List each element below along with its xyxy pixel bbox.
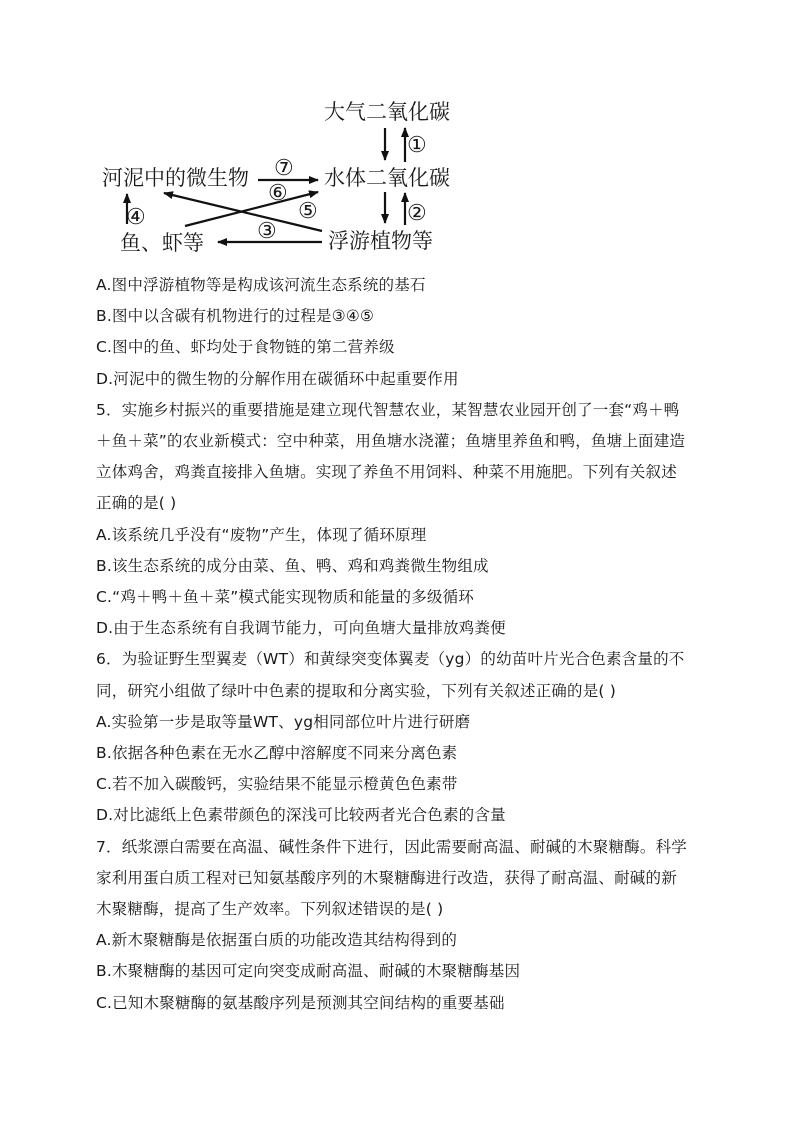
label-3: ③ xyxy=(257,219,277,244)
node-plankton: 浮游植物等 xyxy=(328,229,433,253)
carbon-cycle-diagram xyxy=(90,92,480,262)
option-line: C.“鸡＋鸭＋鱼＋菜”模式能实现物质和能量的多级循环 xyxy=(96,588,475,607)
option-line: B.该生态系统的成分由菜、鱼、鸭、鸡和鸡粪微生物组成 xyxy=(96,556,489,575)
node-fish-shrimp: 鱼、虾等 xyxy=(120,231,204,255)
option-line: A.实验第一步是取等量WT、yg相同部位叶片进行研磨 xyxy=(96,712,471,731)
question-stem-line: ＋鱼＋菜”的农业新模式：空中种菜，用鱼塘水浇灌；鱼塘里养鱼和鸭，鱼塘上面建造 xyxy=(96,432,686,451)
option-line: D.由于生态系统有自我调节能力，可向鱼塘大量排放鸡粪便 xyxy=(96,619,506,638)
question-stem-line: 5．实施乡村振兴的重要措施是建立现代智慧农业，某智慧农业园开创了一套“鸡＋鸭 xyxy=(96,400,680,419)
question-stem-line: 立体鸡舍，鸡粪直接排入鱼塘。实现了养鱼不用饲料、种菜不用施肥。下列有关叙述 xyxy=(96,463,677,482)
option-line: D.对比滤纸上色素带颜色的深浅可比较两者光合色素的含量 xyxy=(96,806,506,825)
option-line: A.图中浮游植物等是构成该河流生态系统的基石 xyxy=(96,276,426,294)
label-6: ⑥ xyxy=(268,181,288,206)
option-line: B.木聚糖酶的基因可定向突变成耐高温、耐碱的木聚糖酶基因 xyxy=(96,962,521,981)
question-stem-line: 7．纸浆漂白需要在高温、碱性条件下进行，因此需要耐高温、耐碱的木聚糖酶。科学 xyxy=(96,837,687,856)
option-line: C.图中的鱼、虾均处于食物链的第二营养级 xyxy=(96,338,395,357)
option-line: C.已知木聚糖酶的氨基酸序列是预测其空间结构的重要基础 xyxy=(96,993,505,1012)
node-microbes: 河泥中的微生物 xyxy=(102,166,249,190)
option-line: A.新木聚糖酶是依据蛋白质的功能改造其结构得到的 xyxy=(96,931,458,950)
node-water-co2: 水体二氧化碳 xyxy=(324,166,450,190)
label-1: ① xyxy=(407,133,427,158)
option-line: A.该系统几乎没有“废物”产生，体现了循环原理 xyxy=(96,525,427,544)
question-stem-line: 6．为验证野生型翼麦（WT）和黄绿突变体翼麦（yg）的幼苗叶片光合色素含量的不 xyxy=(96,650,685,669)
label-5: ⑤ xyxy=(298,199,318,224)
question-text xyxy=(96,270,706,1019)
option-line: B.图中以含碳有机物进行的过程是③④⑤ xyxy=(96,307,375,326)
option-line: D.河泥中的微生物的分解作用在碳循环中起重要作用 xyxy=(96,369,459,388)
question-stem-line: 家利用蛋白质工程对已知氨基酸序列的木聚糖酶进行改造，获得了耐高温、耐碱的新 xyxy=(96,868,677,887)
node-atmosphere-co2: 大气二氧化碳 xyxy=(324,100,450,124)
label-7: ⑦ xyxy=(274,156,294,181)
question-stem-line: 同，研究小组做了绿叶中色素的提取和分离实验，下列有关叙述正确的是( ) xyxy=(96,681,617,700)
question-stem-line: 木聚糖酶，提高了生产效率。下列叙述错误的是( ) xyxy=(96,900,444,919)
option-line: C.若不加入碳酸钙，实验结果不能显示橙黄色色素带 xyxy=(96,775,458,794)
label-4: ④ xyxy=(126,205,146,230)
label-2: ② xyxy=(407,201,427,226)
option-line: B.依据各种色素在无水乙醇中溶解度不同来分离色素 xyxy=(96,744,458,763)
question-stem-line: 正确的是( ) xyxy=(96,494,177,513)
